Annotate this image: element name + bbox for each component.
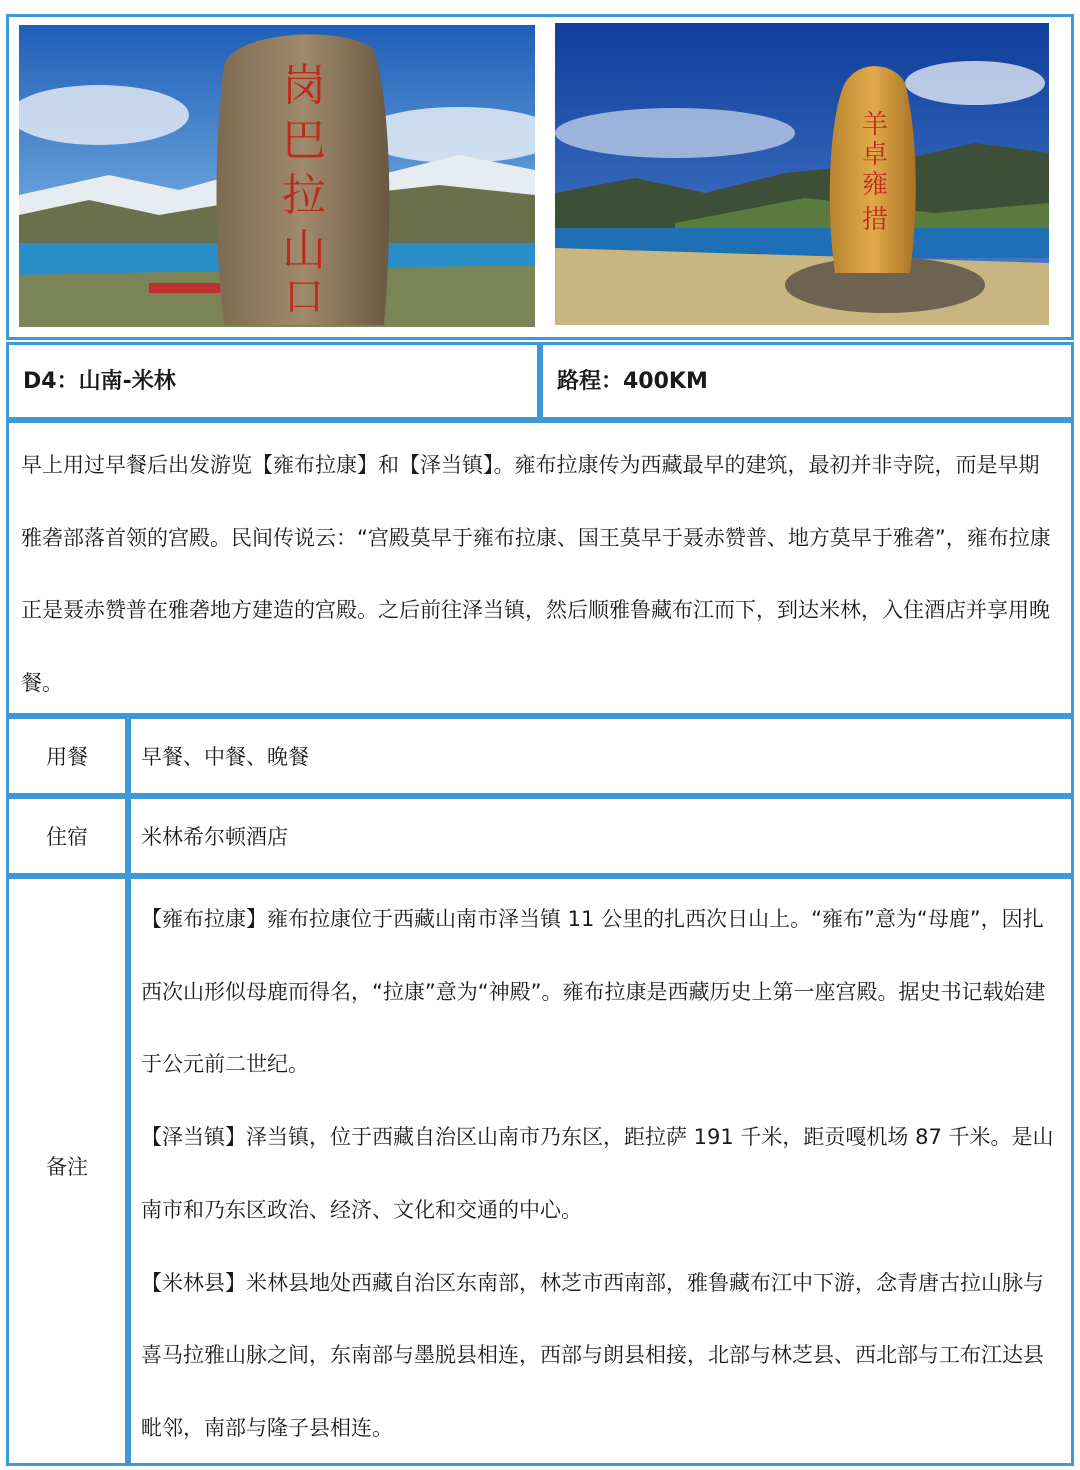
hotel-label: 住宿 xyxy=(46,825,88,849)
svg-text:山: 山 xyxy=(282,225,326,276)
photo-row xyxy=(6,14,1074,340)
distance-text: 路程：400KM xyxy=(557,369,708,394)
day-header-cell xyxy=(6,342,540,420)
hotel-value: 米林希尔顿酒店 xyxy=(141,825,288,849)
distance-header-cell xyxy=(540,342,1074,420)
itinerary-description xyxy=(6,420,1074,716)
gangbala-pass-photo xyxy=(19,25,535,327)
notes-list xyxy=(141,883,1061,1465)
hotel-value-cell xyxy=(128,796,1074,876)
day-title: D4：山南-米林 xyxy=(23,369,176,394)
hotel-label-cell xyxy=(6,796,128,876)
svg-text:卓: 卓 xyxy=(861,140,889,170)
carved-gang: 岗 xyxy=(282,60,326,111)
carved-yang: 羊 xyxy=(861,110,889,140)
notes-label-cell xyxy=(6,876,128,1466)
note-milin: 【米林县】米林县地处西藏自治区东南部，林芝市西南部，雅鲁藏布江中下游，念青唐古拉山脉与喜马拉雅山脉之间，东南部与墨脱县相连，西部与朗县相接，北部与林芝县、西北部与工布江达县毗邻，南部与隆子县相连。 xyxy=(141,1270,1044,1440)
meals-label: 用餐 xyxy=(46,745,88,769)
yamdrok-lake-photo xyxy=(555,23,1049,325)
note-yongbulakang: 【雍布拉康】雍布拉康位于西藏山南市泽当镇 11 公里的扎西次日山上。“雍布”意为“母鹿”，因扎西次山形似母鹿而得名，“拉康”意为“神殿”。雍布拉康是西藏历史上第一座宫殿。据史书记载始建于公元前二世纪。 xyxy=(141,907,1046,1077)
svg-text:拉: 拉 xyxy=(282,170,326,221)
meals-value-cell xyxy=(128,716,1074,796)
meals-label-cell xyxy=(6,716,128,796)
description-text: 早上用过早餐后出发游览【雍布拉康】和【泽当镇】。雍布拉康传为西藏最早的建筑，最初并非寺院，而是早期雅砻部落首领的宫殿。民间传说云：“宫殿莫早于雍布拉康、国王莫早于聂赤赞普、地方莫早于雅砻”，雍布拉康正是聂赤赞普在雅砻地方建造的宫殿。之后前往泽当镇，然后顺雅鲁藏布江而下，到达米林，入住酒店并享用晚餐。 xyxy=(21,453,1051,695)
meals-value: 早餐、中餐、晚餐 xyxy=(141,745,309,769)
note-zedang: 【泽当镇】泽当镇，位于西藏自治区山南市乃东区，距拉萨 191 千米，距贡嘎机场 87 千米。是山南市和乃东区政治、经济、文化和交通的中心。 xyxy=(141,1125,1054,1222)
notes-value-cell xyxy=(128,876,1074,1466)
svg-text:雍: 雍 xyxy=(861,170,889,200)
svg-text:巴: 巴 xyxy=(282,115,326,166)
notes-label: 备注 xyxy=(46,1155,88,1179)
svg-text:措: 措 xyxy=(861,205,889,235)
svg-text:口: 口 xyxy=(284,274,324,320)
